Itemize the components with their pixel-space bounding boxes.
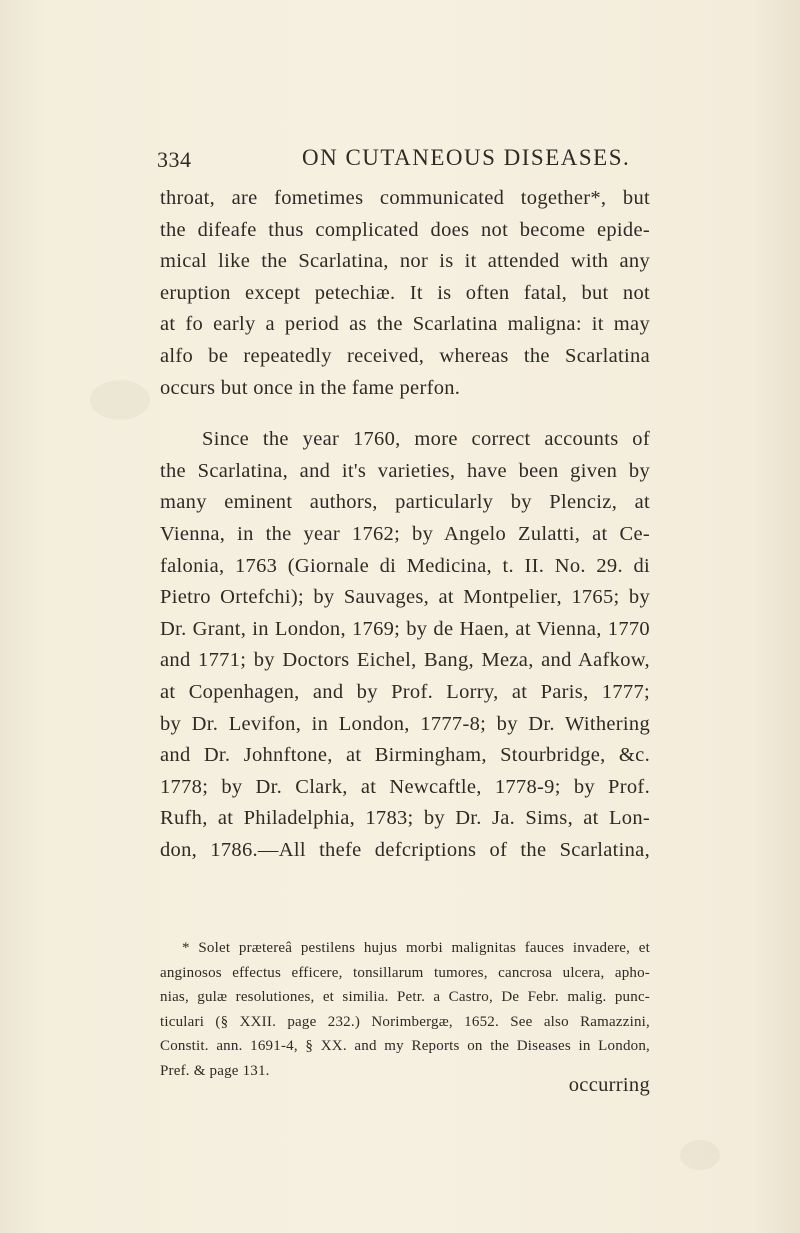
catchword: occurring xyxy=(568,1074,650,1096)
text-line: at fo early a period as the Scarlatina maligna: it may xyxy=(160,313,650,336)
body-text xyxy=(160,183,650,866)
text-line: occurs but once in the fame perfon. xyxy=(160,376,461,399)
text-line: and 1771; by Doctors Eichel, Bang, Meza, and Aafkow, xyxy=(160,649,650,672)
footnote-line: * Solet prӕtereâ pestilens hujus morbi malignitas fauces invadere, et xyxy=(182,940,650,956)
text-line: throat, are fometimes communicated together*, but xyxy=(160,187,650,209)
page-title: ON CUTANEOUS DISEASES. xyxy=(302,145,631,170)
text-line: don, 1786.—All thefe defcriptions of the Scarlatina, xyxy=(160,838,650,861)
text-line: the difeafe thus complicated does not become epide- xyxy=(160,218,650,241)
text-line: Pietro Ortefchi); by Sauvages, at Montpelier, 1765; by xyxy=(160,586,650,609)
paper-stain xyxy=(90,380,150,420)
text-line: at Copenhagen, and by Prof. Lorry, at Paris, 1777; xyxy=(160,680,650,703)
footnote-line: ticulari (§ XXII. page 232.) Norimbergӕ, 1652. See also Ramazzini, xyxy=(160,1013,650,1030)
text-line: falonia, 1763 (Giornale di Medicina, t. II. No. 29. di xyxy=(160,554,650,577)
text-line: by Dr. Levifon, in London, 1777-8; by Dr. Withering xyxy=(160,712,650,735)
text-line: the Scarlatina, and it's varieties, have been given by xyxy=(160,459,650,482)
text-line: mical like the Scarlatina, nor is it attended with any xyxy=(160,250,650,273)
text-line: 1778; by Dr. Clark, at Newcaftle, 1778-9; by Prof. xyxy=(160,775,650,798)
text-line: Rufh, at Philadelphia, 1783; by Dr. Ja. Sims, at Lon- xyxy=(160,807,650,830)
footnote-line: nias, gulӕ resolutiones, et similia. Petr. a Castro, De Febr. malig. punc- xyxy=(160,989,650,1006)
text-line: eruption except petechiæ. It is often fatal, but not xyxy=(160,281,650,304)
text-line: and Dr. Johnftone, at Birmingham, Stourbridge, &c. xyxy=(160,744,650,767)
footnote-line: anginosos effectus efficere, tonsillarum tumores, cancrosa ulcera, apho- xyxy=(160,964,650,981)
footnote-line: Constit. ann. 1691-4, § XX. and my Reports on the Diseases in London, xyxy=(160,1038,650,1055)
text-line: many eminent authors, particularly by Plenciz, at xyxy=(160,491,650,514)
text-line: Dr. Grant, in London, 1769; by de Haen, at Vienna, 1770 xyxy=(160,617,650,640)
footnote-line: Pref. & page 131. xyxy=(160,1062,270,1079)
paragraph-break xyxy=(160,404,650,424)
footnote xyxy=(160,936,650,1084)
text-line: alfo be repeatedly received, whereas the Scarlatina xyxy=(160,344,650,367)
page-number: 334 xyxy=(157,147,192,172)
text-line: Vienna, in the year 1762; by Angelo Zulatti, at Ce- xyxy=(160,522,650,545)
paper-stain xyxy=(680,1140,720,1170)
running-head xyxy=(157,143,647,179)
text-line: Since the year 1760, more correct accounts of xyxy=(202,428,650,451)
